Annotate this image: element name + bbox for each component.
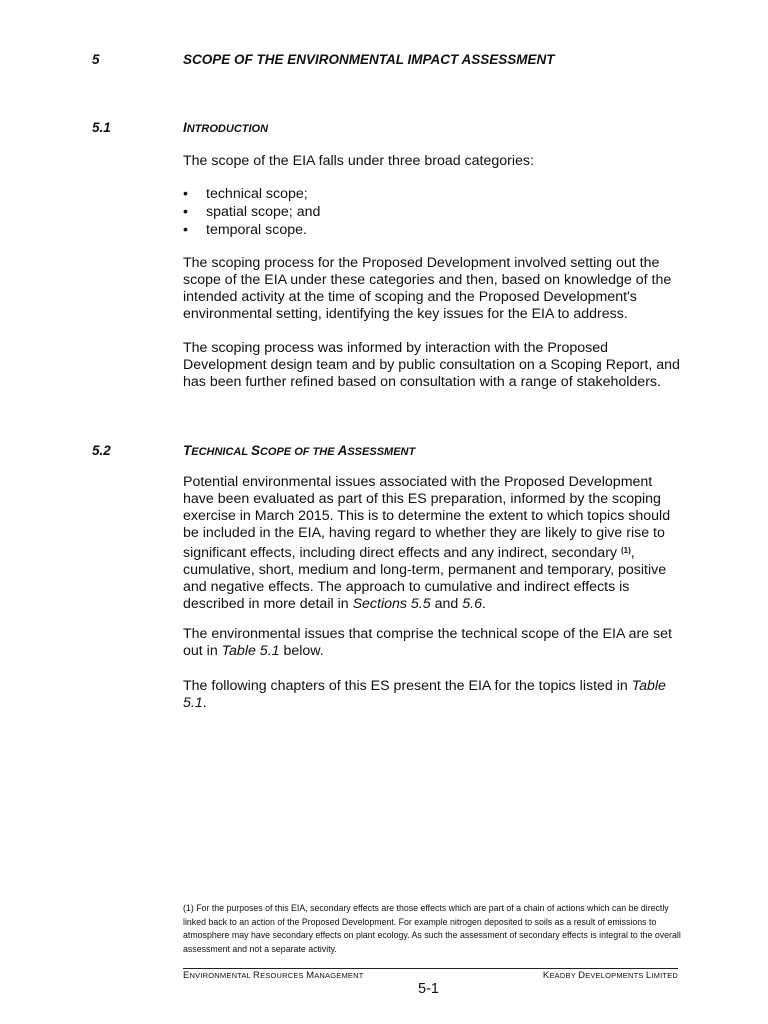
footnote-ref: (1) <box>620 546 631 555</box>
footer-client: KEADBY DEVELOPMENTS LIMITED <box>542 970 678 981</box>
footnote: (1) For the purposes of this EIA, secondary effects are those effects which are part of a chain of actions which can be directly linked back to an action of the Proposed Development. For example nitrogen deposited to soils as a result of emissions to atmosphere may have secondary effects on plant ecology. As such the assessment of secondary effects is integral to the overall assessment and not a separate activity. <box>183 903 681 954</box>
subsection-title: TECHNICAL SCOPE OF THE ASSESSMENT <box>183 443 416 458</box>
intro-paragraph-3: The scoping process was informed by interaction with the Proposed Development design team and by public consultation on a Scoping Report, and has been further refined based on consultation with a range of stakeholders. <box>183 340 680 390</box>
subsection-title: INTRODUCTION <box>183 120 269 135</box>
section-number: 5 <box>92 52 100 67</box>
list-item: • technical scope; <box>183 185 320 203</box>
footer-divider <box>183 968 678 969</box>
scope-category-list <box>183 185 320 239</box>
page-number: 5-1 <box>418 981 439 997</box>
list-item: • spatial scope; and <box>183 203 320 221</box>
technical-paragraph-2: The environmental issues that comprise the technical scope of the EIA are set out in Table 5.1 below. <box>183 626 672 659</box>
subsection-number: 5.1 <box>92 120 111 135</box>
technical-paragraph-3: The following chapters of this ES present the EIA for the topics listed in Table 5.1. <box>183 678 666 711</box>
footer-organisation: ENVIRONMENTAL RESOURCES MANAGEMENT <box>183 970 364 981</box>
intro-paragraph-2: The scoping process for the Proposed Development involved setting out the scope of the EIA under these categories and then, based on knowledge of the intended activity at the time of scoping and the Proposed Development's environmental setting, identifying the key issues for the EIA to address. <box>183 255 672 322</box>
section-title: SCOPE OF THE ENVIRONMENTAL IMPACT ASSESSMENT <box>183 52 555 67</box>
subsection-number: 5.2 <box>92 443 111 458</box>
list-item: • temporal scope. <box>183 221 320 239</box>
intro-lead: The scope of the EIA falls under three broad categories: <box>183 153 534 169</box>
technical-paragraph-1: Potential environmental issues associated with the Proposed Development have been evaluated as part of this ES preparation, informed by the scoping exercise in March 2015. This is to determine the extent to which topics should be included in the EIA, having regard to whether they are likely to give rise to significant effects, including direct effects and any indirect, secondary $^{(1)}$, cumulative, short, medium and long-term, permanent and temporary, positive and negative effects. The approach to cumulative and indirect effects is described in more detail in Sections 5.5 and 5.6. <box>183 474 671 612</box>
